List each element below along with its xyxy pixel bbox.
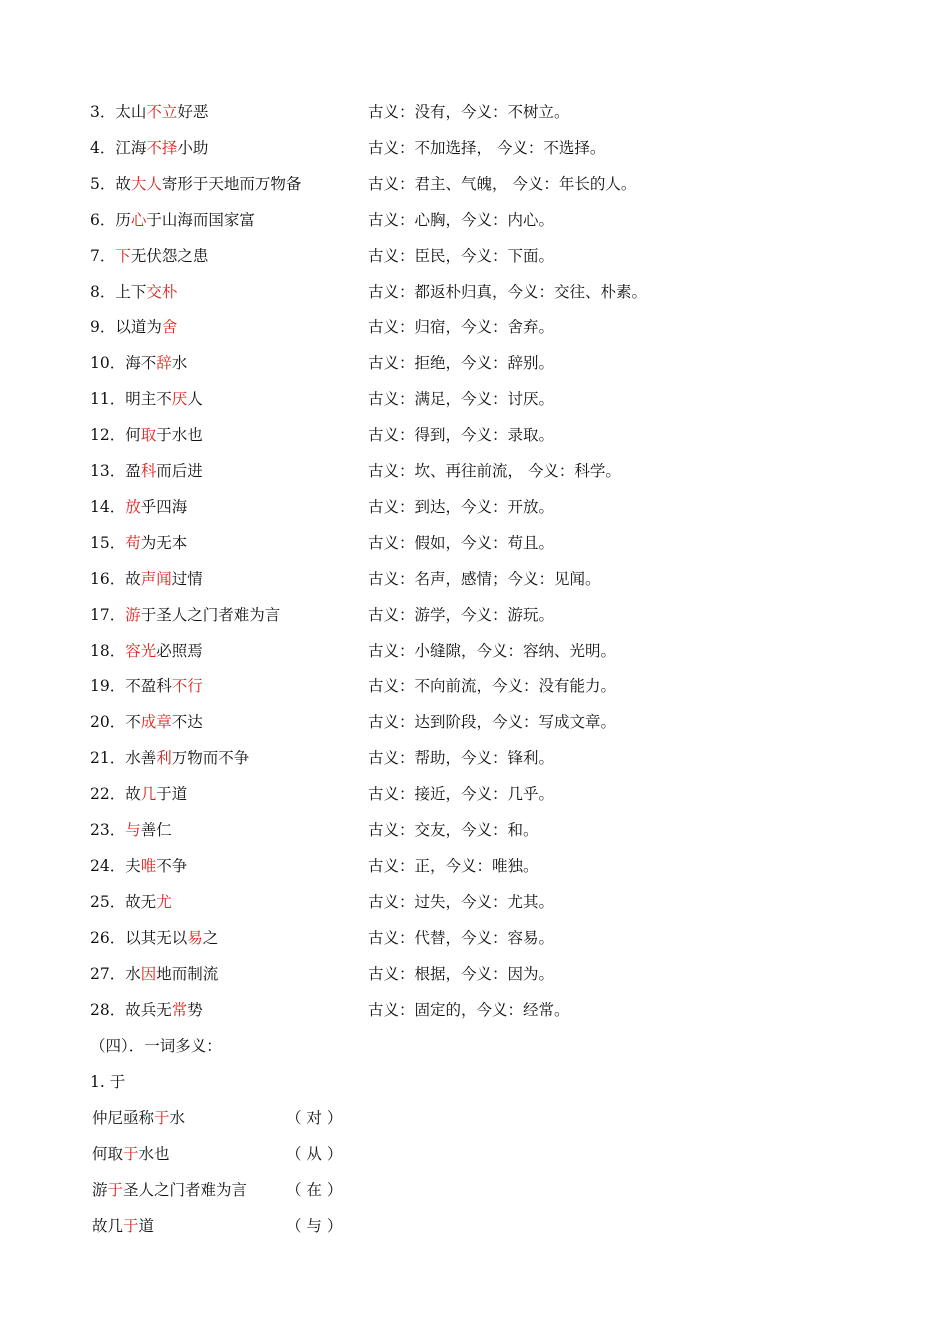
phrase-post: 万物而不争 [171,749,250,768]
answer: （ 在 ） [286,1181,343,1199]
meaning-row [90,136,890,160]
item-number: 26． [90,928,126,947]
phrase [90,315,177,339]
phrase-post: 于圣人之门者难为言 [140,605,281,624]
item-number: 12． [90,426,126,445]
phrase [90,208,255,232]
phrase [90,351,187,375]
phrase [90,495,187,519]
phrase-post: 好恶 [177,103,209,121]
phrase-pre: 太山 [115,103,147,121]
phrase-pre: 故几 [92,1217,124,1235]
meaning-row [90,567,890,591]
highlighted-word: 易 [187,928,203,947]
phrase [90,746,249,770]
phrase-pre: 何取 [92,1145,124,1163]
phrase-pre: 明主不 [125,390,172,409]
highlighted-word: 辞 [156,354,172,373]
meaning-text: 古义：正，今义：唯独。 [368,856,539,875]
answer: （ 与 ） [286,1217,343,1235]
phrase [90,854,187,878]
item-number: 20． [90,713,126,732]
item-number: 18． [90,641,126,660]
meaning-row [90,674,890,698]
phrase [90,674,203,698]
meaning-row [90,315,890,339]
phrase-post: 人 [187,390,203,409]
meaning-text: 古义：达到阶段，今义：写成文章。 [368,713,617,732]
phrase-post: 之 [202,928,219,947]
phrase-pre: 以其无以 [125,928,188,947]
item-number: 6． [90,210,116,229]
meaning-text: 古义：都返朴归真，今义：交往、朴素。 [368,282,648,301]
phrase [90,890,172,914]
phrase-post: 道 [138,1217,155,1235]
highlighted-word: 科 [140,462,157,480]
meaning-row [90,172,890,196]
highlighted-word: 几 [140,785,157,804]
highlighted-word: 不立 [146,103,178,121]
meaning-row [90,280,890,304]
phrase [90,782,187,806]
phrase [90,459,203,483]
highlighted-word: 于 [123,1145,139,1163]
meaning-text: 古义：小缝隙，今义：容纳、光明。 [368,641,617,660]
meaning-text: 古义：君主、气魄， 今义：年长的人。 [368,174,637,193]
highlighted-word: 不行 [171,677,203,696]
phrase-pre: 游 [92,1181,108,1199]
section-heading: （四）．一词多义： [90,1037,222,1055]
highlighted-word: 唯 [140,856,157,875]
item-number: 5． [90,174,116,193]
item-number: 8． [90,282,116,301]
meaning-text: 古义：臣民，今义：下面。 [368,246,555,265]
item-number: 21． [90,749,126,768]
meaning-text: 古义：假如，今义：苟且。 [368,533,555,552]
highlighted-word: 舍 [161,318,178,337]
phrase-post: 地而制流 [156,964,219,983]
phrase-post: 于水也 [156,426,203,445]
phrase-pre: 以道为 [115,318,162,337]
phrase-pre: 故兵无 [125,1000,172,1019]
meaning-text: 古义：到达，今义：开放。 [368,497,555,516]
phrase [90,531,187,555]
meaning-row [90,926,890,950]
phrase-pre: 盈 [125,462,141,480]
answer: （ 从 ） [286,1145,343,1163]
highlighted-word: 取 [140,426,157,445]
meaning-text: 古义：代替，今义：容易。 [368,928,555,947]
phrase-pre: 夫 [125,856,141,875]
phrase-post: 为无本 [140,533,188,552]
phrase-pre: 故无 [125,892,157,911]
meaning-text: 古义：过失，今义：尤其。 [368,892,555,911]
phrase [90,962,218,986]
meaning-row [90,962,890,986]
meaning-text: 古义：固定的，今义：经常。 [368,1000,570,1019]
item-number: 19． [90,677,126,696]
highlighted-word: 大人 [130,174,162,193]
phrase [90,998,203,1022]
polysemy-row [92,1142,392,1166]
meaning-text: 古义：没有，今义：不树立。 [368,103,570,121]
meaning-row [90,531,890,555]
meaning-text: 古义：接近，今义：几乎。 [368,785,555,804]
meaning-text: 古义：满足，今义：讨厌。 [368,390,555,409]
item-number: 3． [90,103,116,121]
phrase [90,818,172,842]
phrase-post: 善仁 [140,821,172,839]
highlighted-word: 游 [125,605,141,624]
phrase-pre: 海不 [125,354,157,373]
item-number: 10． [90,354,126,373]
phrase-post: 无伏怨之患 [130,246,209,265]
phrase [90,639,203,663]
meaning-text: 古义：不向前流，今义：没有能力。 [368,677,617,696]
highlighted-word: 利 [156,749,172,768]
phrase-pre: 故 [115,174,131,193]
phrase-pre: 不盈科 [125,677,172,696]
meaning-row [90,459,890,483]
meaning-row [90,244,890,268]
meaning-text: 古义：不加选择， 今义：不选择。 [368,138,606,157]
phrase [90,710,203,734]
phrase [90,172,301,196]
meaning-text: 古义：交友，今义：和。 [368,821,539,839]
item-number: 24． [90,856,126,875]
phrase-post: 于山海而国家富 [146,210,255,229]
phrase-post: 不达 [171,713,203,732]
meaning-text: 古义：根据，今义：因为。 [368,964,555,983]
meaning-row [90,710,890,734]
highlighted-word: 容光 [125,641,157,660]
meaning-row [90,890,890,914]
phrase [90,603,280,627]
phrase-post: 水也 [138,1145,170,1163]
item-number: 23． [90,821,126,839]
highlighted-word: 厌 [171,390,188,409]
meaning-row [90,639,890,663]
phrase-post: 水 [171,354,188,373]
item-number: 4． [90,138,116,157]
highlighted-word: 声闻 [140,569,172,588]
item-number: 16． [90,569,126,588]
item-number: 17． [90,605,126,624]
sub-heading: 1. 于 [90,1073,126,1091]
meaning-row [90,351,890,375]
phrase-post: 不争 [156,856,188,875]
item-number: 11． [90,390,126,409]
highlighted-word: 交朴 [146,282,178,301]
item-number: 14． [90,497,126,516]
polysemy-row [92,1106,392,1130]
item-number: 15． [90,533,126,552]
phrase-post: 乎四海 [140,497,188,516]
highlighted-word: 下 [115,246,131,265]
meaning-row [90,387,890,411]
phrase-pre: 上下 [115,282,147,301]
phrase-post: 小助 [177,138,209,157]
polysemy-row [92,1178,392,1202]
meaning-row [90,423,890,447]
item-number: 25． [90,892,126,911]
item-number: 22． [90,785,126,804]
phrase [90,280,177,304]
highlighted-word: 于 [154,1109,170,1127]
phrase-pre: 仲尼亟称 [92,1109,155,1127]
meaning-text: 古义：游学，今义：游玩。 [368,605,555,624]
phrase [90,423,203,447]
phrase-post: 势 [187,1000,203,1019]
meaning-row [90,603,890,627]
phrase-post: 而后进 [156,462,203,480]
phrase-pre: 水 [125,964,141,983]
phrase-pre: 故 [125,569,141,588]
meaning-text: 古义：帮助，今义：锋利。 [368,749,555,768]
phrase [90,926,218,950]
item-number: 13． [90,462,126,480]
highlighted-word: 因 [140,964,157,983]
item-number: 7． [90,246,116,265]
phrase-post: 寄形于天地而万物备 [161,174,302,193]
phrase-pre: 水善 [125,749,157,768]
meaning-text: 古义：得到，今义：录取。 [368,426,555,445]
phrase [90,100,208,124]
meaning-row [90,746,890,770]
meaning-text: 古义：心胸，今义：内心。 [368,210,555,229]
phrase-post: 圣人之门者难为言 [123,1181,248,1199]
meaning-row [90,998,890,1022]
phrase-pre: 江海 [115,138,147,157]
highlighted-word: 不择 [146,138,178,157]
meaning-row [90,100,890,124]
item-number: 28． [90,1000,126,1019]
phrase-post: 水 [169,1109,186,1127]
phrase [90,136,208,160]
polysemy-row [92,1214,392,1238]
phrase-pre: 故 [125,785,141,804]
highlighted-word: 于 [107,1181,124,1199]
meaning-row [90,208,890,232]
highlighted-word: 心 [130,210,147,229]
highlighted-word: 常 [171,1000,188,1019]
highlighted-word: 放 [125,497,141,516]
answer: （ 对 ） [286,1109,343,1127]
meaning-text: 古义：坎、再往前流， 今义：科学。 [368,462,621,480]
phrase [90,244,208,268]
item-number: 27． [90,964,126,983]
meaning-row [90,854,890,878]
highlighted-word: 成章 [140,713,172,732]
meaning-text: 古义：拒绝，今义：辞别。 [368,354,555,373]
phrase-pre: 历 [115,210,131,229]
meaning-text: 古义：归宿，今义：舍弃。 [368,318,555,337]
phrase-post: 必照焉 [156,641,203,660]
meaning-row [90,782,890,806]
phrase [90,567,203,591]
phrase [90,387,203,411]
highlighted-word: 尤 [156,892,172,911]
highlighted-word: 苟 [125,533,141,552]
meaning-text: 古义：名声，感情；今义：见闻。 [368,569,601,588]
phrase-pre: 不 [125,713,141,732]
phrase-pre: 何 [125,426,141,445]
phrase-post: 过情 [171,569,203,588]
meaning-row [90,818,890,842]
meaning-row [90,495,890,519]
highlighted-word: 与 [125,821,141,839]
phrase-post: 于道 [156,785,188,804]
highlighted-word: 于 [123,1217,139,1235]
item-number: 9． [90,318,116,337]
